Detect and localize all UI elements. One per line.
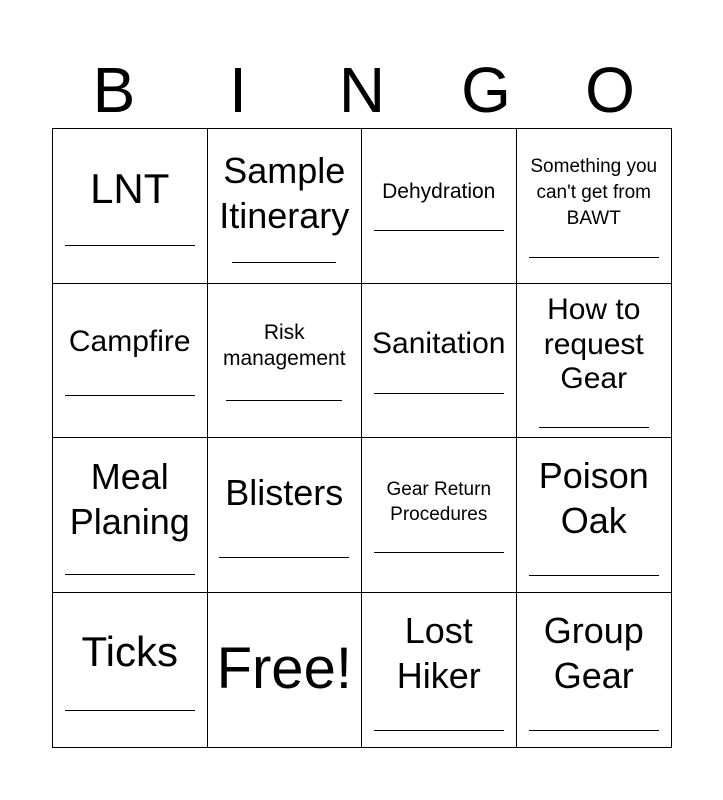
bingo-cell[interactable]: [517, 438, 672, 593]
cell-blank-line: [226, 400, 342, 401]
bingo-free-cell[interactable]: [208, 593, 363, 748]
bingo-cell[interactable]: [53, 284, 208, 439]
cell-label: Meal Planing: [69, 456, 190, 543]
header-letter-n: N: [338, 54, 386, 126]
bingo-header: [52, 52, 672, 128]
bingo-cell[interactable]: [362, 284, 517, 439]
cell-label: Blisters: [225, 471, 344, 513]
header-letter-i: I: [229, 54, 247, 126]
bingo-cell[interactable]: [517, 129, 672, 284]
cell-label: LNT: [90, 165, 170, 213]
header-letter-g: G: [461, 54, 511, 126]
bingo-board: [52, 128, 672, 748]
cell-label: How to request Gear: [543, 293, 644, 395]
cell-label: Something you can't get from BAWT: [530, 155, 658, 230]
cell-blank-line: [232, 262, 336, 263]
header-letter-b: B: [92, 54, 136, 126]
cell-blank-line: [219, 557, 349, 558]
cell-blank-line: [374, 393, 504, 394]
cell-label: Poison Oak: [538, 455, 649, 542]
cell-blank-line: [374, 730, 504, 731]
cell-label: Sample Itinerary: [219, 150, 350, 237]
bingo-cell[interactable]: [362, 593, 517, 748]
bingo-cell[interactable]: [362, 129, 517, 284]
cell-label: Dehydration: [382, 180, 496, 204]
cell-blank-line: [65, 395, 195, 396]
cell-blank-line: [539, 427, 649, 428]
cell-label: Sanitation: [372, 326, 506, 360]
bingo-cell[interactable]: [517, 284, 672, 439]
bingo-cell[interactable]: [208, 129, 363, 284]
cell-blank-line: [529, 730, 659, 731]
bingo-cell[interactable]: [362, 438, 517, 593]
cell-label: Ticks: [81, 628, 178, 676]
cell-blank-line: [374, 552, 504, 553]
bingo-cell[interactable]: [208, 438, 363, 593]
cell-blank-line: [529, 575, 659, 576]
cell-blank-line: [65, 710, 195, 711]
cell-label: Group Gear: [543, 610, 644, 697]
header-letter-o: O: [585, 54, 635, 126]
bingo-cell[interactable]: [53, 438, 208, 593]
cell-blank-line: [374, 230, 504, 231]
cell-label: Gear Return Procedures: [386, 478, 492, 526]
cell-blank-line: [529, 257, 659, 258]
bingo-cell[interactable]: [53, 593, 208, 748]
cell-blank-line: [65, 574, 195, 575]
bingo-cell[interactable]: [53, 129, 208, 284]
cell-label: Lost Hiker: [396, 610, 481, 697]
bingo-cell[interactable]: [208, 284, 363, 439]
cell-label: Risk management: [222, 320, 346, 370]
cell-label: Campfire: [68, 324, 191, 358]
bingo-cell[interactable]: [517, 593, 672, 748]
cell-blank-line: [65, 245, 195, 246]
free-space-label: Free!: [216, 636, 352, 702]
